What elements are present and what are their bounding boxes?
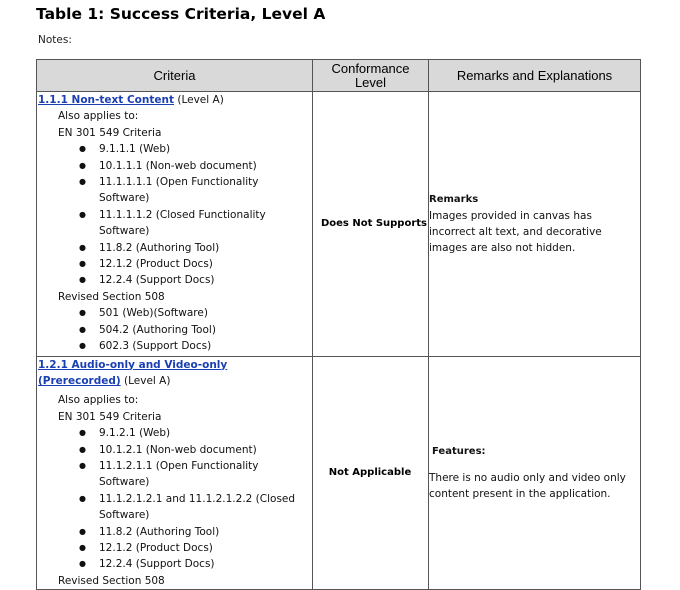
criterion-level: (Level A) [177, 94, 224, 106]
table-header-row [37, 60, 641, 92]
list-item: ● 11.8.2 (Authoring Tool) [79, 240, 310, 256]
conformance-level: Does Not Supports [313, 92, 429, 357]
list-item: ● 12.1.2 (Product Docs) [79, 540, 310, 556]
en-criteria-label: EN 301 549 Criteria [58, 126, 162, 139]
section-508-label: Revised Section 508 [58, 290, 165, 303]
remarks-text: Images provided in canvas has incorrect alt text, and decorative images are also not hidden. [429, 209, 602, 254]
also-applies-label: Also applies to: [58, 394, 139, 407]
list-item: ● 602.3 (Support Docs) [79, 338, 310, 354]
criteria-cell [37, 92, 313, 357]
list-item: ● 12.2.4 (Support Docs) [79, 272, 310, 288]
list-item: ● 11.1.2.1.1 (Open Functionality Software) [79, 458, 310, 491]
criterion-heading [38, 92, 310, 108]
criterion-level: (Level A) [124, 374, 171, 387]
list-item: ● 12.1.2 (Product Docs) [79, 256, 310, 272]
criterion-heading [38, 357, 310, 390]
list-item: ● 501 (Web)(Software) [79, 305, 310, 321]
remarks-column-header: Remarks and Explanations [429, 60, 641, 92]
conformance-column-header: Conformance Level [313, 60, 429, 92]
also-applies-label: Also applies to: [58, 110, 139, 123]
table-title: Table 1: Success Criteria, Level A [36, 5, 326, 23]
list-item: ● 9.1.1.1 (Web) [79, 141, 310, 157]
en-criteria-label: EN 301 549 Criteria [58, 410, 162, 423]
remarks-heading: Features: [432, 445, 486, 457]
list-item: ● 11.1.1.1.2 (Closed Functionality Software) [79, 207, 310, 240]
criterion-link[interactable]: 1.2.1 Audio-only and Video-only (Prerecorded) [38, 358, 228, 387]
remarks-heading: Remarks [429, 193, 479, 205]
success-criteria-table [36, 59, 641, 590]
list-item: ● 10.1.2.1 (Non-web document) [79, 442, 310, 458]
en-criteria-list [38, 141, 310, 289]
table-row [37, 356, 641, 590]
conformance-level: Not Applicable [313, 356, 429, 590]
list-item: ● 11.1.2.1.2.1 and 11.1.2.1.2.2 (Closed Software) [79, 491, 310, 524]
en-criteria-list [38, 425, 310, 573]
table-row [37, 92, 641, 357]
remarks-text: There is no audio only and video only content present in the application. [429, 471, 626, 500]
criteria-cell [37, 356, 313, 590]
list-item: ● 12.2.4 (Support Docs) [79, 556, 310, 572]
section-508-label: Revised Section 508 [58, 574, 165, 587]
criterion-link[interactable]: 1.1.1 Non-text Content [38, 94, 175, 106]
list-item: ● 9.1.2.1 (Web) [79, 425, 310, 441]
remarks-cell [429, 356, 641, 590]
criteria-column-header: Criteria [37, 60, 313, 92]
list-item: ● 504.2 (Authoring Tool) [79, 322, 310, 338]
list-item: ● 11.1.1.1.1 (Open Functionality Software) [79, 174, 310, 207]
list-item: ● 10.1.1.1 (Non-web document) [79, 158, 310, 174]
section-508-list [38, 305, 310, 354]
list-item: ● 11.8.2 (Authoring Tool) [79, 524, 310, 540]
notes-label: Notes: [38, 34, 72, 46]
remarks-cell [429, 92, 641, 357]
